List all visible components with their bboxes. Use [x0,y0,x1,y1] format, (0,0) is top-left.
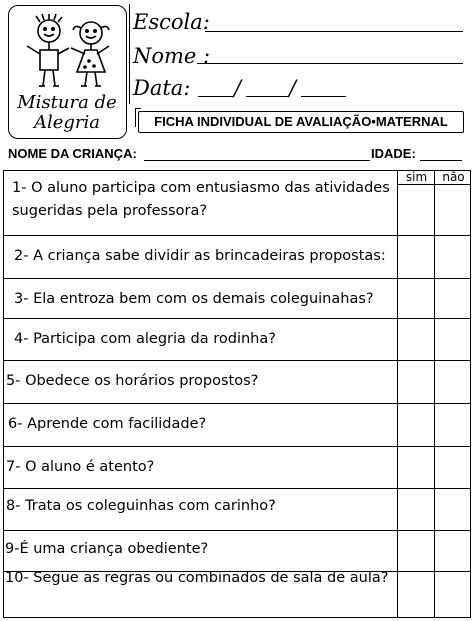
question-1-line2: sugeridas pela professora? [12,203,208,219]
logo [8,5,127,139]
question-4: 4- Participa com alegria da rodinha? [14,331,276,347]
age-label: IDADE: [371,146,416,161]
child-name-line[interactable] [144,160,370,161]
question-7: 7- O aluno é atento? [6,459,155,475]
logo-text-line1: Mistura de [17,92,117,113]
row-divider [3,278,471,279]
row-divider [3,488,471,489]
nao-column-divider [434,170,435,618]
nome-line[interactable] [197,63,463,64]
row-divider [3,530,471,531]
column-header-sim: sim [405,170,428,184]
question-2: 2- A criança sabe dividir as brincadeiras propostas: [14,248,386,264]
row-divider [3,446,471,447]
title-box-corner [135,108,141,127]
header-bracket [129,4,130,104]
row-divider [3,318,471,319]
column-header-nao: não [442,170,465,184]
question-9: 9-É uma criança obediente? [5,541,209,557]
date-month-line[interactable] [246,96,288,97]
date-separator-1: / [234,76,242,100]
data-label: Data: [133,76,191,100]
page-title: FICHA INDIVIDUAL DE AVALIAÇÃO•MATERNAL [154,114,448,129]
evaluation-table [3,170,471,618]
question-10: 10- Segue as regras ou combinados de sala de aula? [5,570,389,586]
title-box [138,111,464,133]
question-5: 5- Obedece os horários propostos? [6,373,259,389]
question-6: 6- Aprende com facilidade? [8,416,207,432]
sim-column-divider [397,170,398,618]
date-day-line[interactable] [198,96,233,97]
date-separator-2: / [289,76,297,100]
age-line[interactable] [420,160,462,161]
child-name-label: NOME DA CRIANÇA: [8,146,137,161]
question-8: 8- Trata os coleguinhas com carinho? [6,498,276,514]
escola-line[interactable] [205,31,463,32]
nome-label: Nome : [133,44,211,68]
column-header-divider [397,184,471,185]
question-3: 3- Ela entroza bem com os demais coleguinahas? [14,291,374,307]
row-divider [3,360,471,361]
logo-text-line2: Alegria [33,112,101,133]
question-1-line1: 1- O aluno participa com entusiasmo das atividades [12,180,390,196]
row-divider [3,403,471,404]
escola-label: Escola: [133,10,210,34]
date-year-line[interactable] [301,96,346,97]
row-divider [3,235,471,236]
